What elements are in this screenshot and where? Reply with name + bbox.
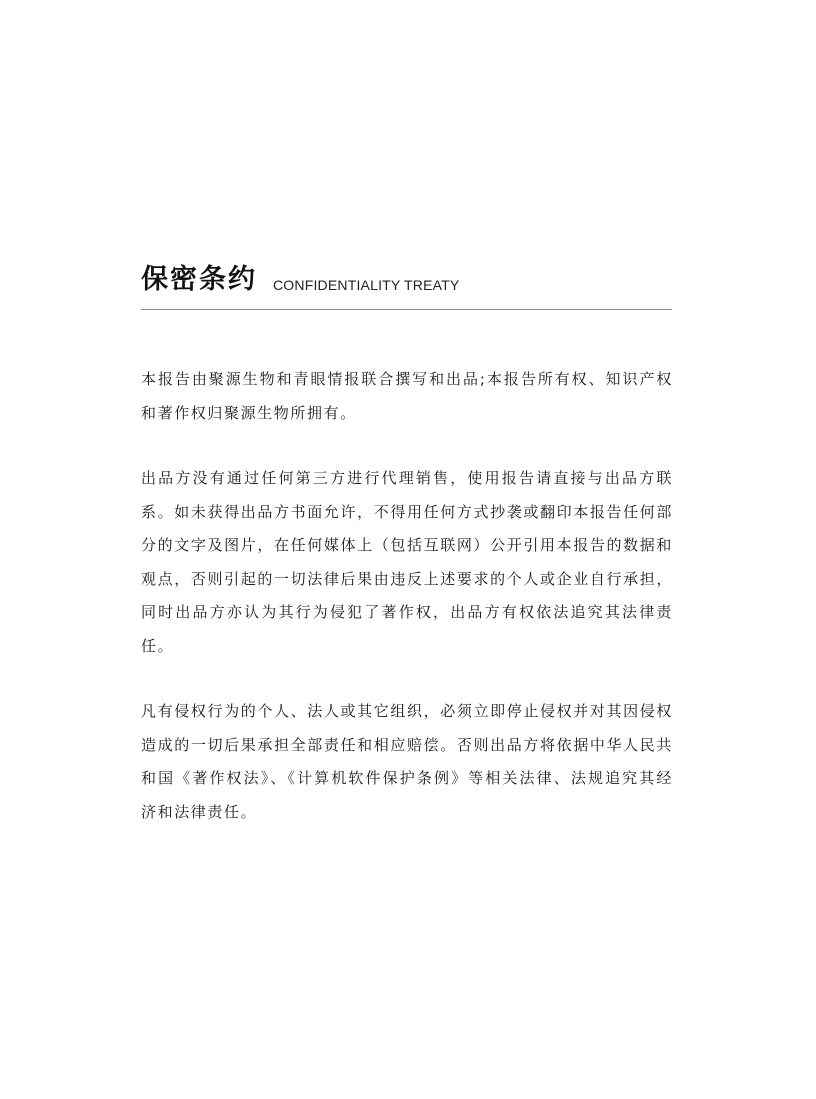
header-divider [141, 309, 672, 310]
paragraph-usage-restrictions: 出品方没有通过任何第三方进行代理销售，使用报告请直接与出品方联系。如未获得出品方书面允许，不得用任何方式抄袭或翻印本报告任何部分的文字及图片，在任何媒体上（包括互联网）公开引用本报告的数据和观点，否则引起的一切法律后果由违反上述要求的个人或企业自行承担，同时出品方亦认为其行为侵犯了著作权，出品方有权依法追究其法律责任。 [141, 469, 673, 655]
section-header [141, 258, 672, 298]
body-text [141, 363, 673, 861]
paragraph-infringement: 凡有侵权行为的个人、法人或其它组织，必须立即停止侵权并对其因侵权造成的一切后果承担全部责任和相应赔偿。否则出品方将依据中华人民共和国《著作权法》、《计算机软件保护条例》等相关法律、法规追究其经济和法律责任。 [141, 702, 673, 821]
page-subtitle: CONFIDENTIALITY TREATY [273, 277, 460, 293]
paragraph-ownership: 本报告由聚源生物和青眼情报联合撰写和出品;本报告所有权、知识产权和著作权归聚源生物所拥有。 [141, 370, 673, 422]
page-title: 保密条约 [141, 264, 257, 295]
